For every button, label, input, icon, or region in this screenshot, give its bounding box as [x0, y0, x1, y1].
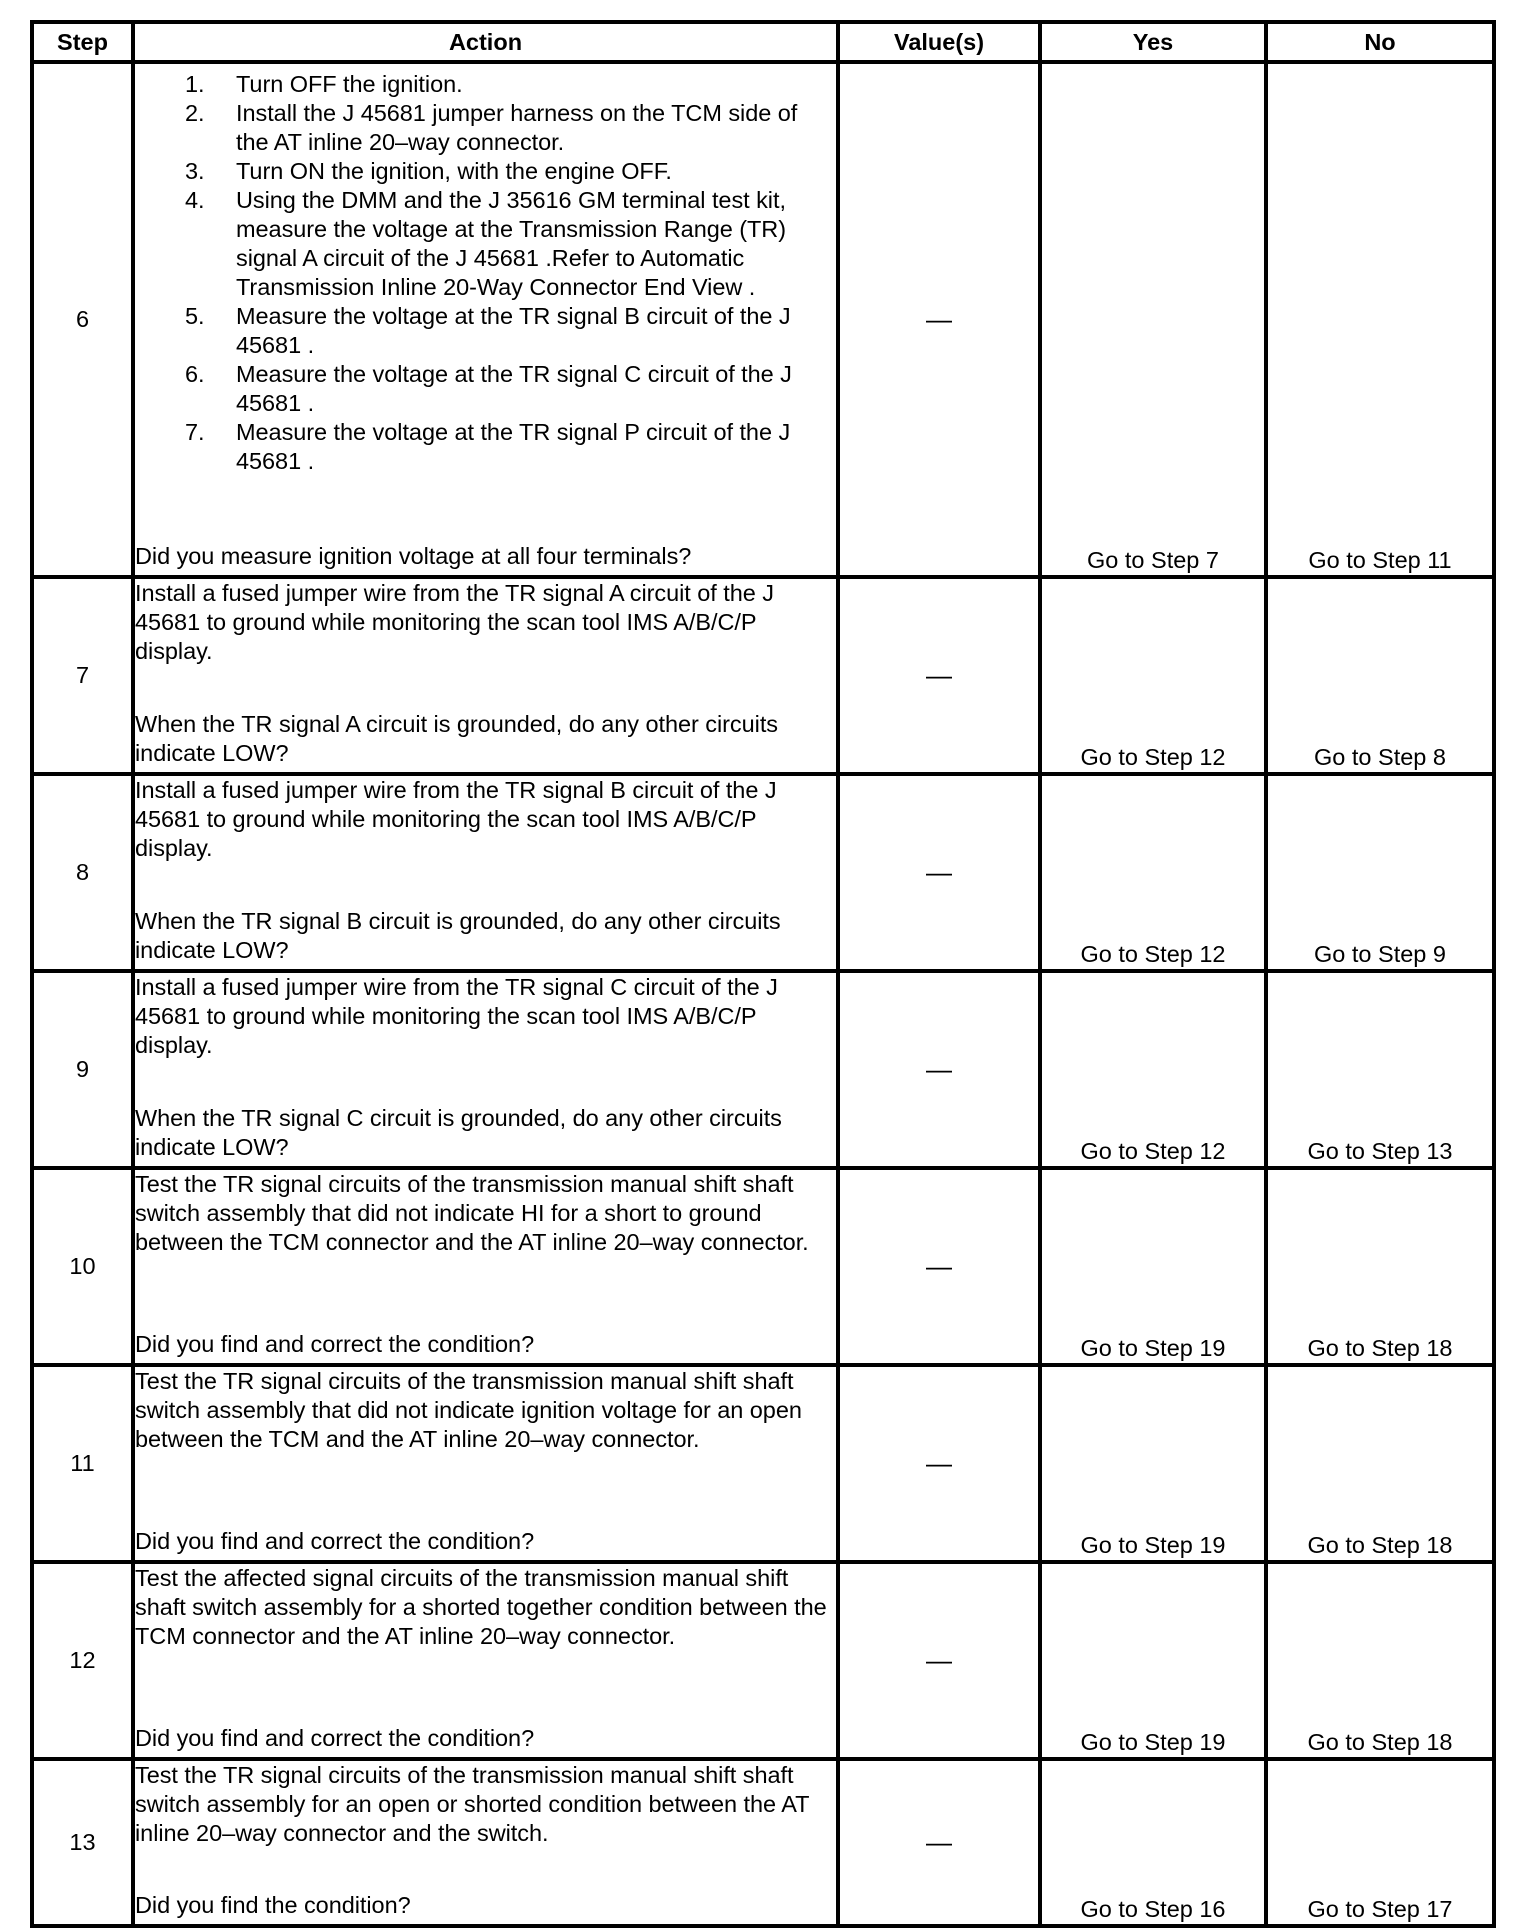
action-text: Install a fused jumper wire from the TR signal B circuit of the J 45681 to ground while monitoring the scan tool IMS A/B/C/P display. — [135, 777, 777, 861]
header-row — [32, 22, 1494, 62]
no-cell: Go to Step 18 — [1266, 1365, 1494, 1562]
table-row — [32, 1168, 1494, 1365]
step-number: 9 — [32, 971, 133, 1168]
table-row — [32, 1562, 1494, 1759]
step-number: 13 — [32, 1759, 133, 1926]
action-text: Install a fused jumper wire from the TR signal A circuit of the J 45681 to ground while monitoring the scan tool IMS A/B/C/P display. — [135, 580, 774, 664]
no-cell: Go to Step 8 — [1266, 577, 1494, 774]
table-row — [32, 577, 1494, 774]
no-cell: Go to Step 18 — [1266, 1168, 1494, 1365]
no-cell: Go to Step 13 — [1266, 971, 1494, 1168]
value-cell: — — [838, 1562, 1040, 1759]
action-cell — [133, 1168, 838, 1365]
yes-cell: Go to Step 12 — [1040, 774, 1266, 971]
list-item: 4. Using the DMM and the J 35616 GM terminal test kit, measure the voltage at the Transmission Range (TR) signal A circuit of the J 45681 .Refer to Automatic Transmission Inline 20-Way Connector End View . — [185, 187, 787, 300]
table-row — [32, 1365, 1494, 1562]
no-cell: Go to Step 18 — [1266, 1562, 1494, 1759]
yes-cell: Go to Step 7 — [1040, 62, 1266, 577]
action-cell — [133, 577, 838, 774]
header-action: Action — [133, 22, 838, 62]
value-cell: — — [838, 62, 1040, 577]
header-yes: Yes — [1040, 22, 1266, 62]
action-text: Test the TR signal circuits of the transmission manual shift shaft switch assembly that did not indicate HI for a short to ground between the TCM connector and the AT inline 20–way connector. — [135, 1171, 809, 1255]
action-question: When the TR signal C circuit is grounded, do any other circuits indicate LOW? — [135, 1105, 782, 1160]
value-cell: — — [838, 577, 1040, 774]
yes-cell: Go to Step 19 — [1040, 1562, 1266, 1759]
list-item: 5. Measure the voltage at the TR signal B circuit of the J 45681 . — [185, 303, 791, 358]
table-row — [32, 1759, 1494, 1926]
action-cell — [133, 1562, 838, 1759]
action-text: Install a fused jumper wire from the TR signal C circuit of the J 45681 to ground while monitoring the scan tool IMS A/B/C/P display. — [135, 974, 778, 1058]
action-text: Test the TR signal circuits of the transmission manual shift shaft switch assembly that did not indicate ignition voltage for an open between the TCM and the AT inline 20–way connector. — [135, 1368, 802, 1452]
header-no: No — [1266, 22, 1494, 62]
step-number: 10 — [32, 1168, 133, 1365]
yes-cell: Go to Step 19 — [1040, 1168, 1266, 1365]
value-cell: — — [838, 1168, 1040, 1365]
table-row — [32, 774, 1494, 971]
yes-cell: Go to Step 12 — [1040, 577, 1266, 774]
list-item: 1. Turn OFF the ignition. — [185, 71, 463, 97]
diagnostic-table — [30, 20, 1496, 1928]
list-item: 3. Turn ON the ignition, with the engine OFF. — [185, 158, 672, 184]
value-cell: — — [838, 1759, 1040, 1926]
table-row — [32, 62, 1494, 577]
action-cell — [133, 774, 838, 971]
action-question: When the TR signal B circuit is grounded, do any other circuits indicate LOW? — [135, 908, 781, 963]
list-item: 6. Measure the voltage at the TR signal C circuit of the J 45681 . — [185, 361, 792, 416]
value-cell: — — [838, 971, 1040, 1168]
action-cell — [133, 1365, 838, 1562]
header-values: Value(s) — [838, 22, 1040, 62]
table-row — [32, 971, 1494, 1168]
action-question: Did you find and correct the condition? — [135, 1725, 535, 1751]
value-cell: — — [838, 1365, 1040, 1562]
no-cell: Go to Step 11 — [1266, 62, 1494, 577]
list-item: 2. Install the J 45681 jumper harness on the TCM side of the AT inline 20–way connector. — [185, 100, 798, 155]
no-cell: Go to Step 9 — [1266, 774, 1494, 971]
yes-cell: Go to Step 19 — [1040, 1365, 1266, 1562]
no-cell: Go to Step 17 — [1266, 1759, 1494, 1926]
header-step: Step — [32, 22, 133, 62]
yes-cell: Go to Step 16 — [1040, 1759, 1266, 1926]
step-number: 12 — [32, 1562, 133, 1759]
action-cell — [133, 971, 838, 1168]
action-steps-list — [135, 70, 836, 476]
action-question: Did you find and correct the condition? — [135, 1528, 535, 1554]
action-question: Did you measure ignition voltage at all four terminals? — [135, 543, 692, 569]
list-item: 7. Measure the voltage at the TR signal P circuit of the J 45681 . — [185, 419, 791, 474]
action-question: Did you find the condition? — [135, 1892, 411, 1918]
action-text: Test the affected signal circuits of the transmission manual shift shaft switch assembly for a shorted together condition between the TCM connector and the AT inline 20–way connector. — [135, 1565, 827, 1649]
step-number: 11 — [32, 1365, 133, 1562]
action-question: When the TR signal A circuit is grounded, do any other circuits indicate LOW? — [135, 711, 778, 766]
step-number: 8 — [32, 774, 133, 971]
step-number: 6 — [32, 62, 133, 577]
value-cell: — — [838, 774, 1040, 971]
step-number: 7 — [32, 577, 133, 774]
action-text: Test the TR signal circuits of the transmission manual shift shaft switch assembly for an open or shorted condition between the AT inline 20–way connector and the switch. — [135, 1762, 809, 1846]
action-cell — [133, 62, 838, 577]
action-question: Did you find and correct the condition? — [135, 1331, 535, 1357]
action-cell — [133, 1759, 838, 1926]
yes-cell: Go to Step 12 — [1040, 971, 1266, 1168]
